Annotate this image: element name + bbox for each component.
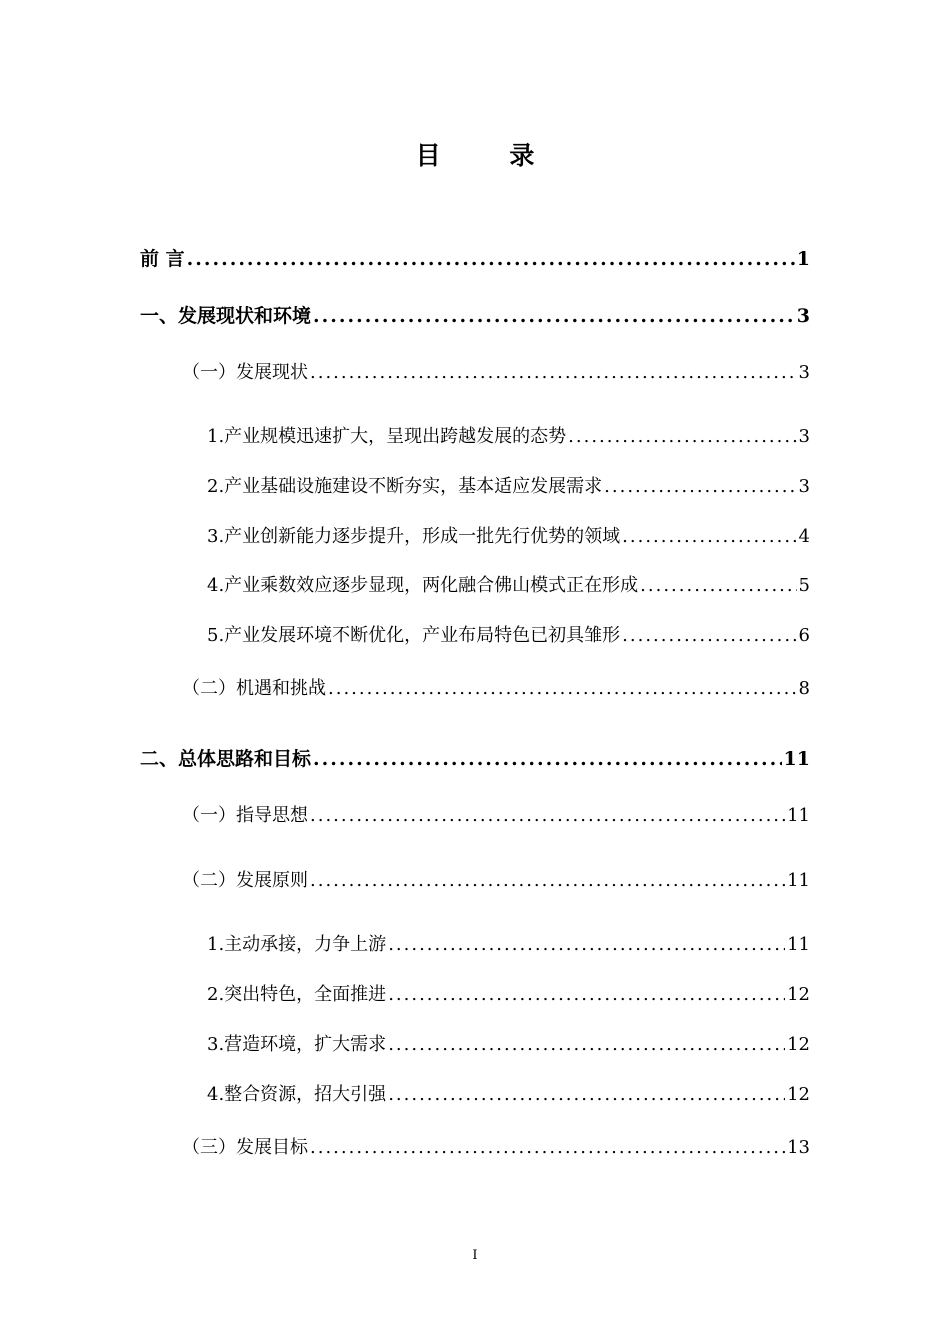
toc-entry-preface[interactable]: [140, 244, 810, 274]
toc-dot-leader: [640, 571, 796, 601]
toc-dot-leader: [568, 422, 796, 452]
toc-dot-leader: [310, 358, 797, 388]
toc-entry-item-1-1-2[interactable]: [207, 472, 810, 502]
toc-entry-page: 3: [798, 362, 810, 383]
toc-entry-label: （二）发展原则: [182, 870, 308, 891]
toc-dot-leader: [388, 930, 785, 960]
toc-entry-item-1-1-1[interactable]: [207, 422, 810, 452]
toc-entry-section-2-1[interactable]: [182, 801, 810, 831]
toc-entry-section-1-1[interactable]: [182, 358, 810, 388]
toc-entry-page: 1: [796, 248, 810, 270]
toc-entry-page: 12: [787, 984, 810, 1005]
toc-entry-page: 11: [783, 748, 810, 770]
toc-entry-label: （一）发展现状: [182, 362, 308, 383]
toc-entry-page: 5: [798, 575, 810, 596]
toc-entry-label: 2.产业基础设施建设不断夯实，基本适应发展需求: [207, 476, 603, 497]
toc-entry-label: 2.突出特色，全面推进: [207, 984, 387, 1005]
toc-entry-label: 1.主动承接，力争上游: [207, 934, 387, 955]
toc-entry-page: 12: [787, 1084, 810, 1105]
toc-entry-item-1-1-5[interactable]: [207, 621, 810, 651]
toc-entry-label: 5.产业发展环境不断优化，产业布局特色已初具雏形: [207, 625, 621, 646]
toc-entry-page: 13: [787, 1137, 810, 1158]
toc-entry-page: 11: [787, 934, 810, 955]
toc-entry-item-1-1-3[interactable]: [207, 522, 810, 552]
toc-entry-page: 3: [798, 426, 810, 447]
toc-entry-page: 3: [796, 305, 810, 327]
toc-dot-leader: [388, 980, 785, 1010]
toc-entry-label: （三）发展目标: [182, 1137, 308, 1158]
toc-entry-label: （一）指导思想: [182, 805, 308, 826]
toc-dot-leader: [622, 522, 796, 552]
toc-entry-page: 11: [787, 870, 810, 891]
toc-entry-section-1-2[interactable]: [182, 674, 810, 704]
toc-entry-item-2-2-4[interactable]: [207, 1080, 810, 1110]
toc-entry-item-2-2-3[interactable]: [207, 1030, 810, 1060]
toc-entry-page: 3: [798, 476, 810, 497]
toc-entry-page: 11: [787, 805, 810, 826]
page-title: 目 录: [415, 141, 565, 170]
toc-dot-leader: [310, 866, 785, 896]
toc-entry-label: 3.产业创新能力逐步提升，形成一批先行优势的领域: [207, 526, 621, 547]
toc-entry-page: 4: [798, 526, 810, 547]
toc-entry-label: （二）机遇和挑战: [182, 678, 326, 699]
toc-entry-chapter-1[interactable]: [140, 301, 810, 331]
toc-dot-leader: [313, 744, 782, 774]
toc-entry-page: 8: [798, 678, 810, 699]
toc-dot-leader: [388, 1030, 785, 1060]
toc-entry-label: 前 言: [140, 248, 185, 270]
page-number: I: [472, 1248, 478, 1263]
toc-entry-chapter-2[interactable]: [140, 744, 810, 774]
toc-dot-leader: [622, 621, 796, 651]
toc-entry-label: 3.营造环境，扩大需求: [207, 1034, 387, 1055]
toc-entry-page: 6: [798, 625, 810, 646]
toc-entry-label: 4.产业乘数效应逐步显现，两化融合佛山模式正在形成: [207, 575, 639, 596]
toc-entry-page: 12: [787, 1034, 810, 1055]
toc-dot-leader: [310, 801, 785, 831]
toc-entry-label: 二、总体思路和目标: [140, 748, 312, 770]
toc-entry-label: 一、发展现状和环境: [140, 305, 312, 327]
toc-entry-label: 1.产业规模迅速扩大，呈现出跨越发展的态势: [207, 426, 567, 447]
toc-dot-leader: [313, 301, 795, 331]
toc-entry-section-2-3[interactable]: [182, 1133, 810, 1163]
toc-entry-item-2-2-1[interactable]: [207, 930, 810, 960]
toc-dot-leader: [328, 674, 797, 704]
toc-dot-leader: [604, 472, 796, 502]
toc-entry-item-2-2-2[interactable]: [207, 980, 810, 1010]
toc-dot-leader: [187, 244, 795, 274]
toc-dot-leader: [310, 1133, 785, 1163]
toc-dot-leader: [388, 1080, 785, 1110]
toc-entry-item-1-1-4[interactable]: [207, 571, 810, 601]
toc-entry-section-2-2[interactable]: [182, 866, 810, 896]
toc-entry-label: 4.整合资源，招大引强: [207, 1084, 387, 1105]
